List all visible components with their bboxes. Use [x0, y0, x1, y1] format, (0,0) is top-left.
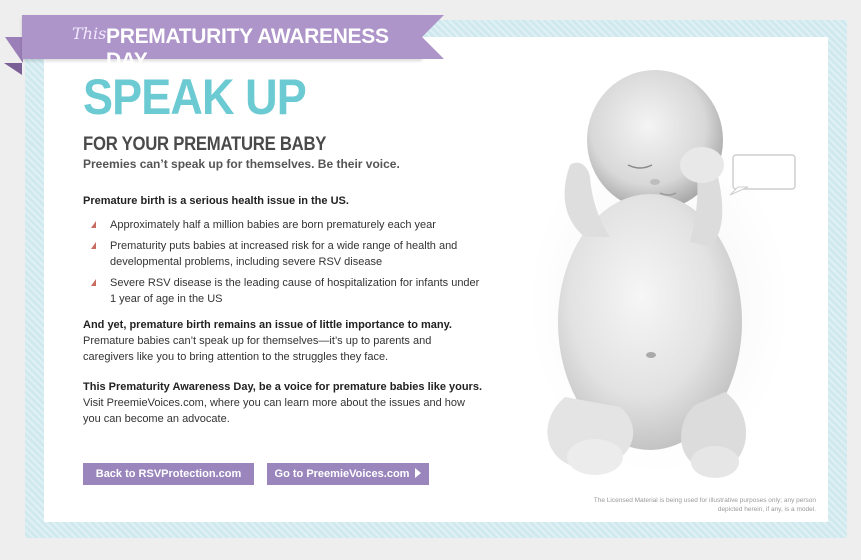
- body-copy: [83, 193, 483, 441]
- list-item: Severe RSV disease is the leading cause of hospitalization for infants under 1 year of age in the US: [83, 275, 483, 307]
- ribbon-title: PREMATURITY AWARENESS DAY: [106, 25, 389, 72]
- fact-list: [83, 217, 483, 307]
- triangle-bullet-icon: [91, 279, 96, 286]
- page-heading: SPEAK UP: [83, 69, 306, 125]
- baby-photo: [490, 37, 828, 522]
- paragraph-advocate: This Prematurity Awareness Day, be a voice for premature babies like yours. Visit PreemieVoices.com, where you can learn more about the issues and how you can become an advocate.: [83, 381, 483, 425]
- ribbon-prefix: This: [72, 24, 107, 43]
- list-item: Prematurity puts babies at increased risk for a wide range of health and developmental problems, including severe RSV disease: [83, 238, 483, 270]
- arrow-right-icon: [415, 468, 421, 478]
- paragraph-awareness: And yet, premature birth remains an issue of little importance to many. Premature babies can’t speak up for themselves—it’s up to parents and caregivers like you to bring attention to the struggles they face.: [83, 319, 452, 363]
- go-button-label: Go to PreemieVoices.com: [274, 468, 410, 480]
- triangle-bullet-icon: [91, 221, 96, 228]
- tagline: Preemies can’t speak up for themselves. Be their voice.: [83, 157, 400, 171]
- intro-text: Premature birth is a serious health issue in the US.: [83, 195, 349, 207]
- go-to-preemievoices-button[interactable]: [267, 463, 429, 485]
- back-button-label: Back to RSVProtection.com: [95, 468, 242, 480]
- triangle-bullet-icon: [91, 242, 96, 249]
- page-subheading: FOR YOUR PREMATURE BABY: [83, 134, 327, 155]
- disclaimer: The Licensed Material is being used for illustrative purposes only; any person depicted herein, if any, is a model.: [593, 497, 816, 513]
- title-ribbon: [0, 15, 445, 72]
- list-item: Approximately half a million babies are born prematurely each year: [83, 217, 483, 233]
- back-to-rsvprotection-button[interactable]: [83, 463, 254, 485]
- speech-bubble-icon: [730, 155, 795, 195]
